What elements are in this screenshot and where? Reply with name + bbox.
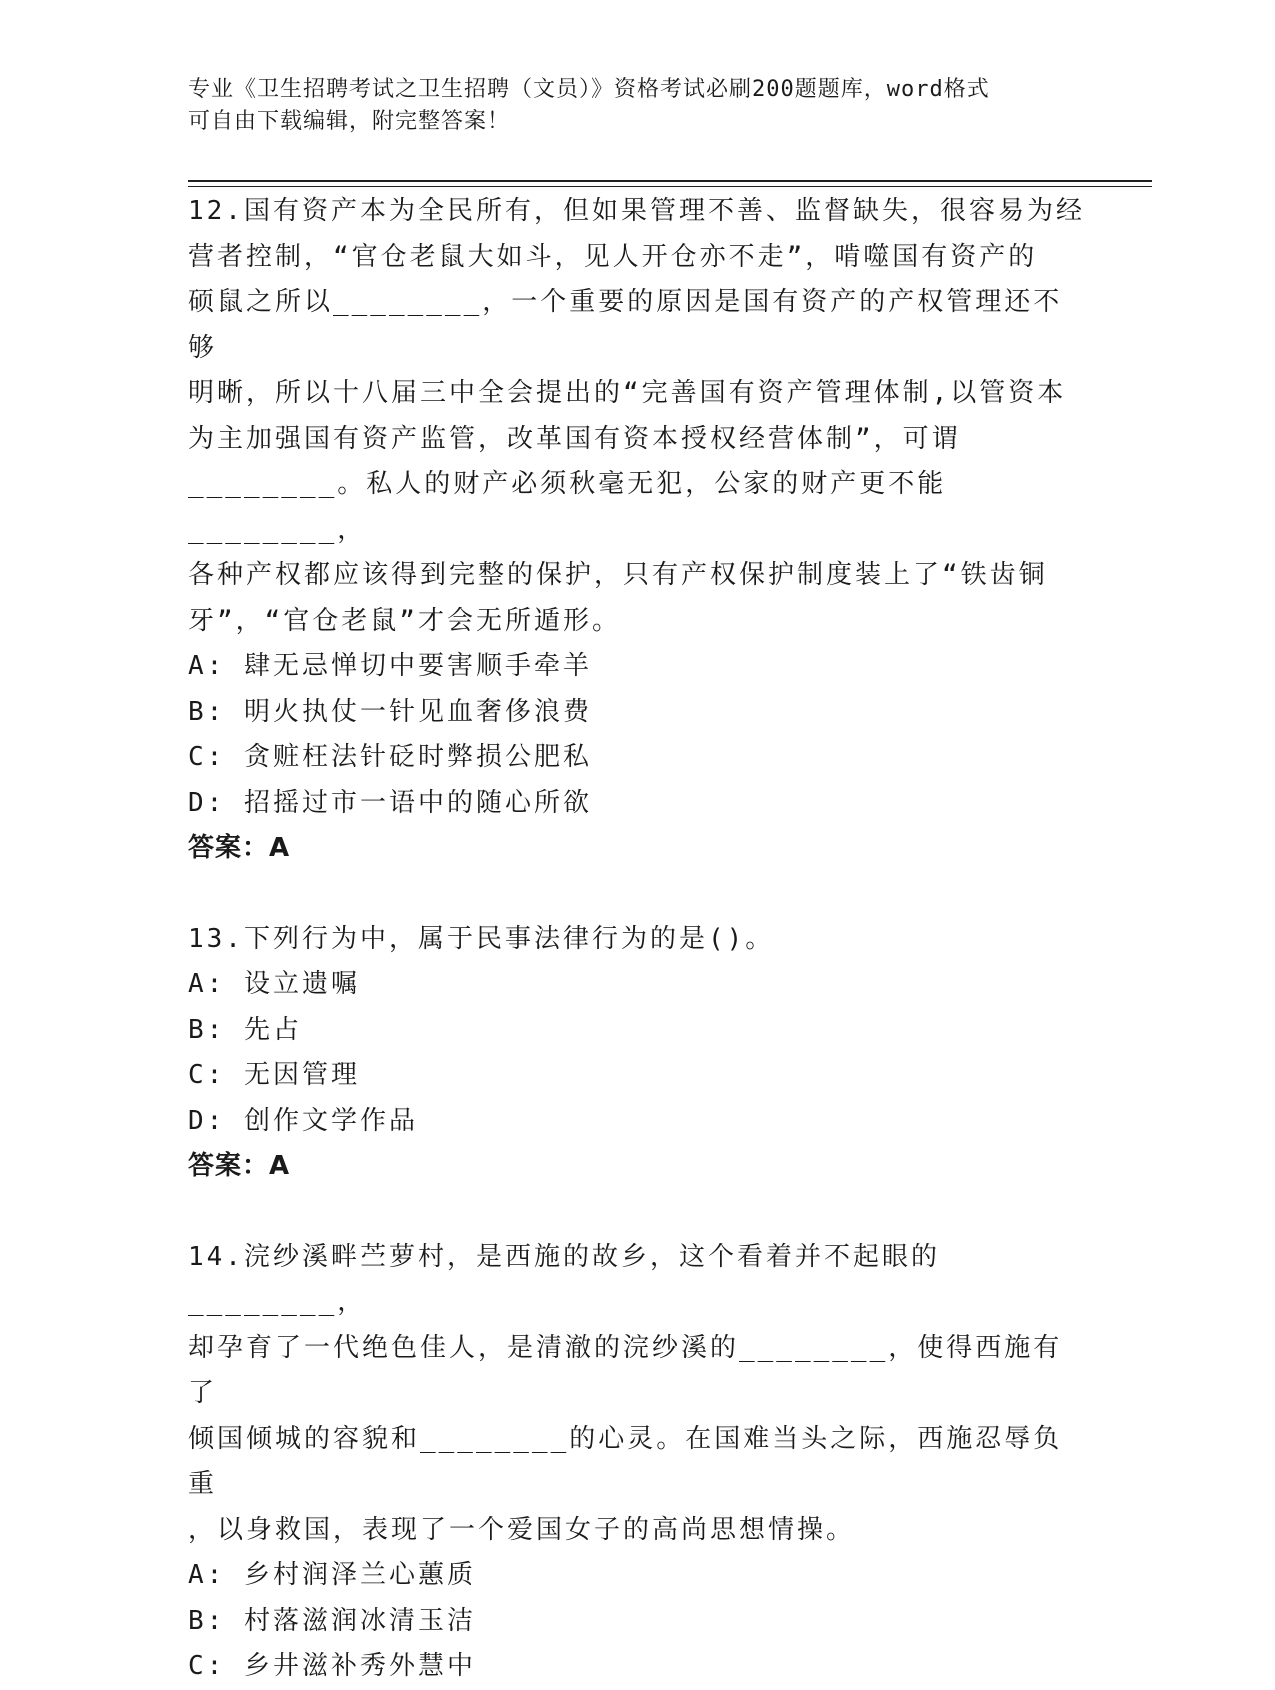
- question-text-line: ，以身救国，表现了一个爱国女子的高尚思想情操。: [188, 1514, 856, 1545]
- question-14: [188, 1235, 1088, 1690]
- question-text-line: 营者控制，“官仓老鼠大如斗，见人开仓亦不走”，啃噬国有资产的: [188, 241, 1038, 272]
- document-header: [188, 74, 1088, 138]
- question-13: [188, 917, 1088, 1190]
- option-b: B: 明火执仗一针见血奢侈浪费: [188, 696, 592, 727]
- option-d: D: 招摇过市一语中的随心所欲: [188, 787, 592, 818]
- question-text-line: 牙”，“官仓老鼠”才会无所遁形。: [188, 605, 621, 636]
- option-a: A: 肆无忌惮切中要害顺手牵羊: [188, 651, 592, 681]
- question-spacer: [188, 872, 1088, 917]
- question-text-line: 硕鼠之所以________，一个重要的原因是国有资产的产权管理还不够: [188, 287, 1063, 363]
- question-text-line: 明晰，所以十八届三中全会提出的“完善国有资产管理体制,以管资本: [188, 378, 1067, 408]
- header-rule-thin: [188, 186, 1152, 187]
- answer-label: 答案：A: [188, 1151, 291, 1181]
- question-text-line: 却孕育了一代绝色佳人，是清澈的浣纱溪的________，使得西施有了: [188, 1332, 1063, 1408]
- header-rule-thick: [188, 180, 1152, 182]
- questions-container: [188, 189, 1088, 1690]
- header-line-2: 可自由下载编辑，附完整答案！: [188, 109, 511, 134]
- question-text-line: 倾国倾城的容貌和________的心灵。在国难当头之际，西施忍辱负重: [188, 1423, 1063, 1499]
- question-text-line: 为主加强国有资产监管，改革国有资本授权经营体制”，可谓: [188, 423, 961, 454]
- question-12: [188, 189, 1088, 872]
- option-b: B: 先占: [188, 1014, 302, 1045]
- answer-label: 答案：A: [188, 833, 291, 863]
- question-text-line: 14.浣纱溪畔苎萝村，是西施的故乡，这个看着并不起眼的________，: [188, 1241, 940, 1317]
- question-text-line: 12.国有资产本为全民所有，但如果管理不善、监督缺失，很容易为经: [188, 196, 1085, 226]
- option-a: A: 设立遗嘱: [188, 969, 360, 999]
- option-a: A: 乡村润泽兰心蕙质: [188, 1560, 476, 1590]
- option-c: C: 无因管理: [188, 1060, 360, 1090]
- question-text-line: ________。私人的财产必须秋毫无犯，公家的财产更不能________，: [188, 469, 947, 545]
- question-spacer: [188, 1190, 1088, 1235]
- question-text-line: 13.下列行为中，属于民事法律行为的是()。: [188, 923, 775, 954]
- header-line-1: 专业《卫生招聘考试之卫生招聘（文员）》资格考试必刷200题题库，word格式: [188, 77, 990, 102]
- option-d: D: 创作文学作品: [188, 1105, 418, 1136]
- option-b: B: 村落滋润冰清玉洁: [188, 1605, 476, 1636]
- option-c: C: 贪赃枉法针砭时弊损公肥私: [188, 742, 592, 772]
- question-text-line: 各种产权都应该得到完整的保护，只有产权保护制度装上了“铁齿铜: [188, 560, 1048, 590]
- option-c: C: 乡井滋补秀外慧中: [188, 1651, 476, 1681]
